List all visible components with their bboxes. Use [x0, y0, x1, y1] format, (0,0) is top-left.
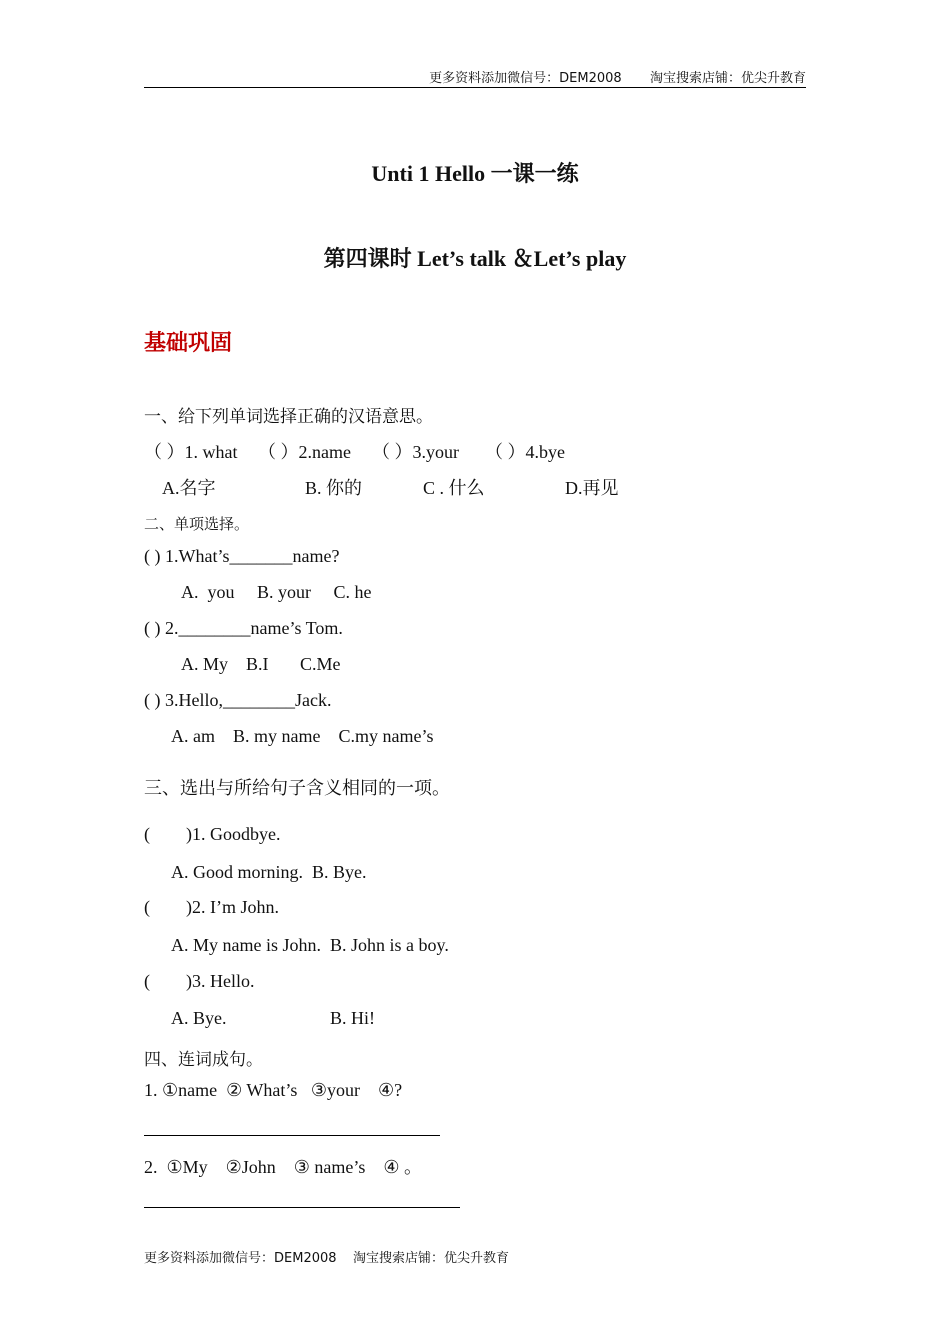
part4-item: 1. ①name ② What’s ③your ④?: [144, 1080, 403, 1100]
part1-option: C . 什么: [423, 478, 485, 498]
section-label: 基础巩固: [144, 331, 233, 356]
part1-option: A.名字: [162, 478, 216, 498]
part3-question: ( )2. I’m John.: [144, 897, 279, 917]
part3-instruction: 三、选出与所给句子含义相同的一项。: [144, 778, 450, 799]
part1-item: （ ）4.bye: [485, 442, 565, 462]
document-title: Unti 1 Hello 一课一练: [371, 161, 579, 186]
part1-item: （ ）3.your: [372, 442, 459, 462]
part2-question: ( ) 2.________name’s Tom.: [144, 618, 343, 638]
part3-question: ( )3. Hello.: [144, 971, 255, 991]
part2-instruction: 二、单项选择。: [144, 515, 250, 533]
part1-instruction: 一、给下列单词选择正确的汉语意思。: [144, 407, 433, 427]
part2-question: ( ) 1.What’s_______name?: [144, 546, 340, 566]
part1-option: B. 你的: [305, 478, 363, 498]
header-divider: [144, 87, 806, 88]
page-footer: 更多资料添加微信号：DEM2008 淘宝搜索店铺：优尖升教育: [144, 1251, 510, 1266]
part1-item: （ ）1. what: [144, 442, 238, 462]
part3-question: ( )1. Goodbye.: [144, 824, 281, 844]
answer-line[interactable]: [144, 1207, 460, 1208]
answer-line[interactable]: [144, 1135, 440, 1136]
part2-options: A. am B. my name C.my name’s: [171, 726, 434, 746]
header-wechat: 更多资料添加微信号：DEM2008: [429, 71, 622, 86]
part3-options: A. Good morning. B. Bye.: [171, 862, 367, 882]
part3-options: A. My name is John. B. John is a boy.: [171, 935, 449, 955]
lesson-subtitle: 第四课时 Let’s talk ＆Let’s play: [323, 246, 627, 271]
part2-question: ( ) 3.Hello,________Jack.: [144, 690, 332, 710]
header-shop: 淘宝搜索店铺：优尖升教育: [649, 71, 806, 86]
part2-options: A. you B. your C. he: [181, 582, 372, 602]
page-header: [144, 67, 806, 86]
part4-item: 2. ①My ②John ③ name’s ④ 。: [144, 1157, 423, 1177]
part1-item: （ ）2.name: [258, 442, 351, 462]
part3-options: A. Bye. B. Hi!: [171, 1008, 375, 1028]
part2-options: A. My B.I C.Me: [181, 654, 341, 674]
part4-instruction: 四、连词成句。: [144, 1050, 263, 1070]
part1-option: D.再见: [565, 478, 619, 498]
